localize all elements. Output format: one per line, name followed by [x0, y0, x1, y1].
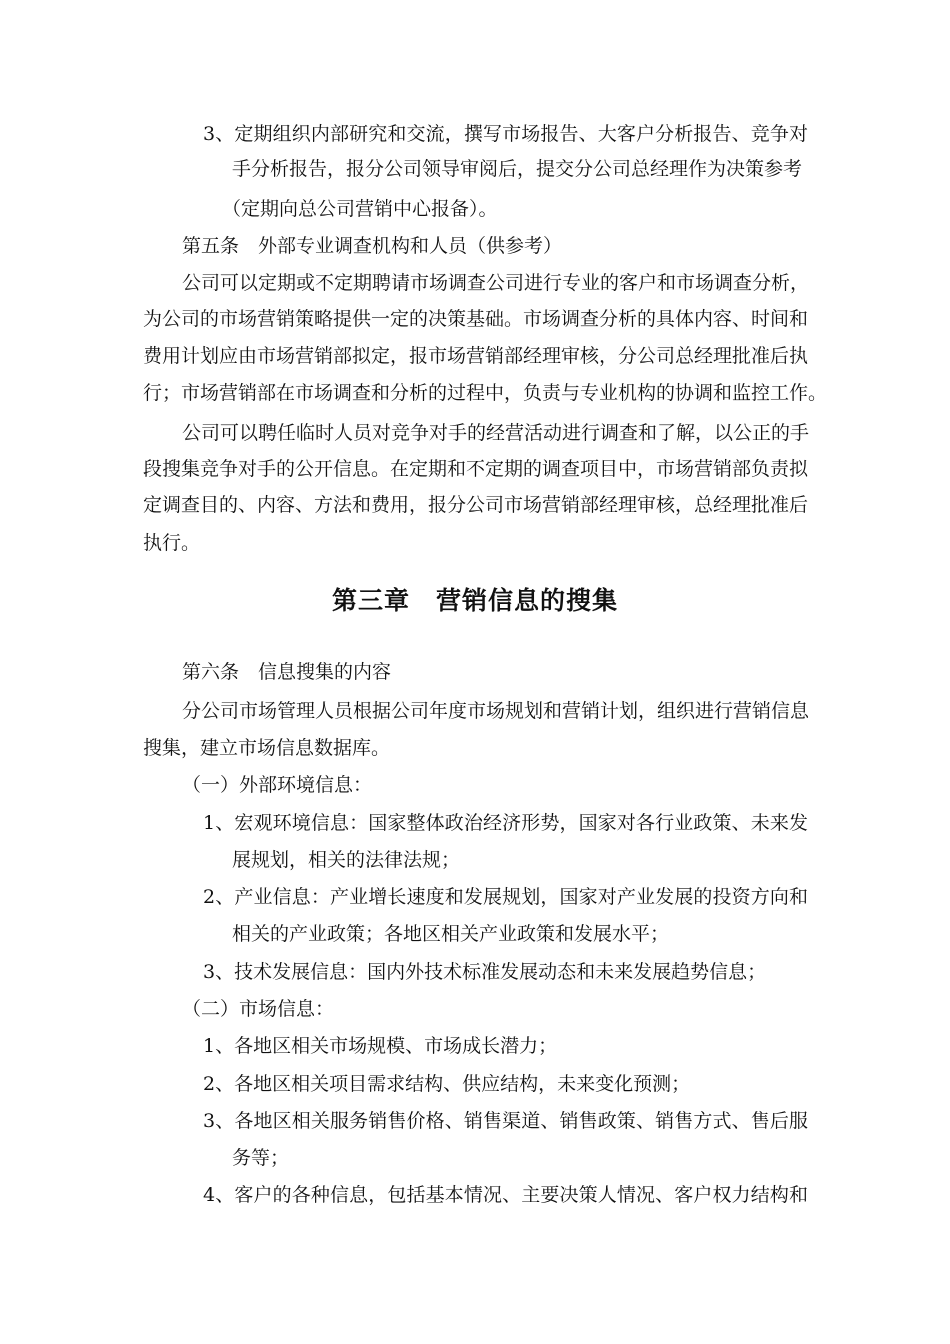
- paragraph-line: 费用计划应由市场营销部拟定，报市场营销部经理审核，分公司总经理批准后执: [143, 345, 809, 367]
- list-item-line: 1、宏观环境信息：国家整体政治经济形势，国家对各行业政策、未来发: [203, 812, 808, 834]
- list-item-line: 3、技术发展信息：国内外技术标准发展动态和未来发展趋势信息；: [203, 961, 767, 983]
- list-item-line: 2、产业信息：产业增长速度和发展规划，国家对产业发展的投资方向和: [203, 886, 808, 908]
- paragraph-line: 搜集，建立市场信息数据库。: [143, 737, 391, 759]
- list-item-line: 展规划，相关的法律法规；: [232, 849, 461, 871]
- paragraph-line: 公司可以聘任临时人员对竞争对手的经营活动进行调查和了解，以公正的手: [182, 422, 810, 444]
- list-item-line: 务等；: [232, 1147, 290, 1169]
- chapter-heading: 第三章 营销信息的搜集: [331, 586, 618, 615]
- list-item-line: 相关的产业政策；各地区相关产业政策和发展水平；: [232, 923, 670, 945]
- paragraph-line: 行；市场营销部在市场调查和分析的过程中，负责与专业机构的协调和监控工作。: [143, 382, 828, 404]
- paragraph-line: 为公司的市场营销策略提供一定的决策基础。市场调查分析的具体内容、时间和: [143, 308, 809, 330]
- paragraph-line: 分公司市场管理人员根据公司年度市场规划和营销计划，组织进行营销信息: [182, 700, 810, 722]
- list-item-3-line-3: （定期向总公司营销中心报备）。: [222, 198, 498, 220]
- list-item-3-line-1: 3、定期组织内部研究和交流，撰写市场报告、大客户分析报告、竞争对: [203, 123, 808, 145]
- paragraph-line: 公司可以定期或不定期聘请市场调查公司进行专业的客户和市场调查分析，: [182, 272, 810, 294]
- paragraph-line: 定调查目的、内容、方法和费用，报分公司市场营销部经理审核，总经理批准后: [143, 494, 809, 516]
- paragraph-line: 段搜集竞争对手的公开信息。在定期和不定期的调查项目中，市场营销部负责拟: [143, 458, 809, 480]
- article-6-heading: 第六条 信息搜集的内容: [182, 661, 392, 683]
- section-heading-external: （一）外部环境信息：: [182, 774, 373, 796]
- paragraph-line: 执行。: [143, 532, 201, 554]
- list-item-line: 2、各地区相关项目需求结构、供应结构，未来变化预测；: [203, 1073, 691, 1095]
- list-item-line: 1、各地区相关市场规模、市场成长潜力；: [203, 1035, 558, 1057]
- list-item-line: 3、各地区相关服务销售价格、销售渠道、销售政策、销售方式、售后服: [203, 1110, 808, 1132]
- list-item-line: 4、客户的各种信息，包括基本情况、主要决策人情况、客户权力结构和: [203, 1184, 808, 1206]
- article-5-heading: 第五条 外部专业调查机构和人员（供参考）: [182, 235, 563, 257]
- section-heading-market: （二）市场信息：: [182, 998, 335, 1020]
- list-item-3-line-2: 手分析报告，报分公司领导审阅后，提交分公司总经理作为决策参考: [232, 158, 803, 180]
